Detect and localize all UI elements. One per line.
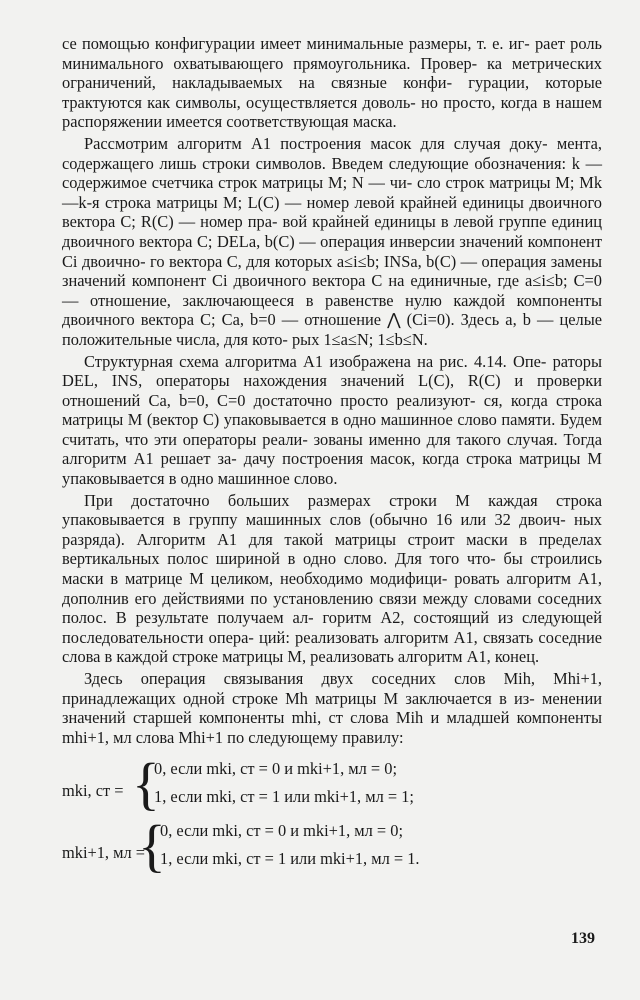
text-line: вой крайней единицы в левой группе единиц двоичного вектора C; <box>62 212 602 251</box>
text-line: в одно машинное слово. <box>168 469 338 489</box>
formula-1-case-2: 1, если mki, ст = 1 или mki+1, мл = 1; <box>154 787 414 807</box>
text-line: мента, содержащего лишь строки символов. Введем следующие <box>62 133 602 173</box>
text-line: При достаточно больших размерах строки M каждая строка <box>84 490 602 510</box>
text-line: ся, когда строка матрицы M (вектор C) упаковывается в одно <box>62 390 602 430</box>
paragraph-3 <box>62 352 602 489</box>
text-line: машинное слово памяти. Будем считать, что эти операторы реали- <box>62 410 602 449</box>
text-line: значений компонент Ci двоичного вектора C на единичные, где <box>62 271 520 291</box>
formula-2-case-2: 1, если mki, ст = 1 или mki+1, мл = 1. <box>160 849 420 869</box>
text-line: сло строк матрицы M; Mk—k-я строка матрицы M; L(C) — номер <box>62 173 603 212</box>
text-line: a≤i≤b; C=0 — отношение, заключающееся в равенстве нулю <box>62 271 602 310</box>
paragraph-1 <box>62 34 602 132</box>
text-line: гурации, которые трактуются как символы, осуществляется доволь- <box>62 73 602 112</box>
text-line: связи между словами соседних полос. В результате получаем ал- <box>62 588 602 628</box>
text-line: ⋀ (Ci=0). Здесь a, b — целые положительные числа, для кото- <box>62 310 602 349</box>
formula-2-brace: { <box>138 813 166 879</box>
page-body <box>62 34 603 879</box>
formula-block <box>62 751 602 879</box>
formula-1-lhs: mki, ст = <box>62 781 124 801</box>
formula-2-lhs: mki+1, мл = <box>62 843 146 863</box>
text-line: пределах вертикальных полос шириной в одно слово. Для того что- <box>62 529 602 569</box>
text-line: принадлежащих одной строке Mh матрицы M заключается в из- <box>62 688 535 708</box>
text-line: Здесь операция связывания двух соседних слов Mih, Mhi+1, <box>84 669 602 688</box>
text-line: дачу построения масок, когда строка матрицы M упаковывается <box>62 449 602 489</box>
text-line: строке матрицы M, реализовать алгоритм A1, конец. <box>172 647 540 667</box>
text-line: се помощью конфигурации имеет минимальные размеры, т. е. иг- <box>62 34 530 53</box>
text-line: рых 1≤a≤N; 1≤b≤N. <box>291 329 428 349</box>
text-line: обозначения: k — содержимое счетчика строк матрицы M; N — чи- <box>62 153 602 193</box>
text-line: ровать алгоритм A1, дополнив его действиями по установлению <box>62 569 602 608</box>
paragraph-2 <box>62 134 602 350</box>
text-line: ных разряда). Алгоритм A1 для такой матрицы строит маски в <box>62 510 602 549</box>
text-line: Рассмотрим алгоритм A1 построения масок для случая доку- <box>84 133 548 153</box>
text-line: ций: реализовать алгоритм A1, связать соседние слова в каждой <box>62 627 602 667</box>
text-line: зованы именно для такого случая. Тогда алгоритм A1 решает за- <box>62 429 602 469</box>
text-line: ка метрических ограничений, накладываемых на связные конфи- <box>62 53 603 93</box>
text-line: упаковывается в группу машинных слов (обычно 16 или 32 двоич- <box>62 510 566 530</box>
text-line: компоненты mhi+1, мл слова Mhi+1 по следующему правилу: <box>62 708 602 747</box>
text-line: маска. <box>352 112 397 132</box>
text-line: DELa, b(C) — операция инверсии значений компонент Ci двоично- <box>62 231 602 271</box>
text-line: левой крайней единицы двоичного вектора C; R(C) — номер пра- <box>62 192 602 232</box>
text-line: го вектора C, для которых a≤i≤b; INSa, b(C) — операция замены <box>150 251 602 271</box>
text-line: каждой компоненты двоичного вектора C; Ca, b=0 — отношение <box>62 290 602 330</box>
text-line: но просто, когда в нашем распоряжении имеется соответствующая <box>62 92 602 132</box>
text-line: раторы DEL, INS, операторы нахождения значений L(C), R(C) <box>62 351 602 391</box>
text-line: бы строились маски в матрице M целиком, необходимо модифици- <box>62 549 602 589</box>
text-line: Структурная схема алгоритма A1 изображена на рис. 4.14. Опе- <box>84 351 547 371</box>
page-number: 139 <box>571 930 595 947</box>
formula-1-brace: { <box>132 751 160 817</box>
text-line: и проверки отношений Ca, b=0, C=0 достаточно просто реализуют- <box>62 371 602 410</box>
text-line: горитм A2, состоящий из следующей последовательности опера- <box>62 608 602 647</box>
paragraph-5 <box>62 669 602 747</box>
text-line: рает роль минимального охватывающего прямоугольника. Провер- <box>62 34 602 73</box>
text-line: менении значений старшей компоненты mhi, ст слова Mih и младшей <box>62 688 602 728</box>
paragraph-4 <box>62 491 602 667</box>
formula-2-case-1: 0, если mki, ст = 0 и mki+1, мл = 0; <box>160 821 404 841</box>
formula-1-case-1: 0, если mki, ст = 0 и mki+1, мл = 0; <box>154 759 398 779</box>
